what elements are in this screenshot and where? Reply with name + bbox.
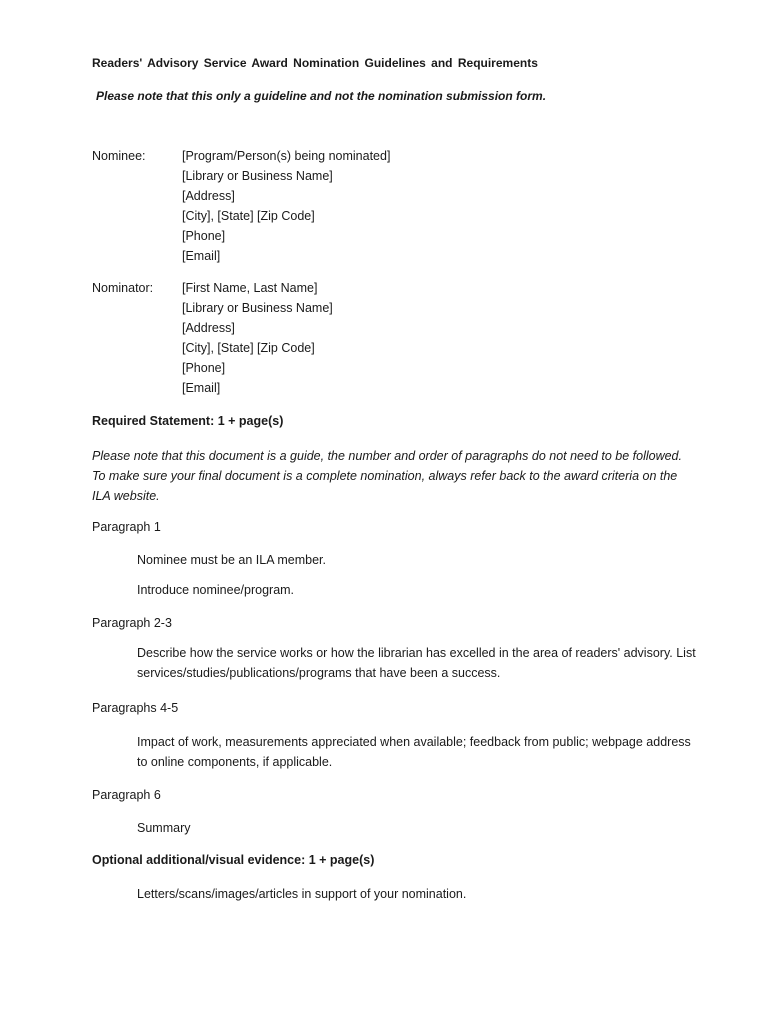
nominator-line: [Email] — [182, 381, 221, 395]
nominee-line: [Address] — [182, 189, 235, 203]
nominee-block — [182, 146, 390, 266]
nominee-line: [Library or Business Name] — [182, 169, 333, 183]
nominator-line: [Library or Business Name] — [182, 301, 333, 315]
nominator-line: [First Name, Last Name] — [182, 281, 318, 295]
paragraph-1-label: Paragraph 1 — [92, 520, 161, 534]
optional-evidence-text: Letters/scans/images/articles in support of your nomination. — [137, 887, 467, 901]
paragraph-2-3-text: Describe how the service works or how the librarian has excelled in the area of readers' advisory. List services/studies/publications/programs that have been a success. — [137, 646, 696, 680]
nominator-line: [Address] — [182, 321, 235, 335]
nominator-label: Nominator: — [92, 281, 154, 295]
nominator-block — [182, 278, 333, 398]
paragraph-1-item: Introduce nominee/program. — [137, 583, 295, 597]
nominee-line: [City], [State] [Zip Code] — [182, 209, 315, 223]
paragraphs-4-5-label: Paragraphs 4-5 — [92, 701, 179, 715]
nominee-line: [Program/Person(s) being nominated] — [182, 149, 391, 163]
paragraph-6-label: Paragraph 6 — [92, 788, 161, 802]
paragraph-1-item: Nominee must be an ILA member. — [137, 553, 326, 567]
paragraph-6-text: Summary — [137, 821, 191, 835]
optional-evidence-heading: Optional additional/visual evidence: 1 + page(s) — [92, 853, 375, 867]
nominee-label: Nominee: — [92, 149, 146, 163]
document-title: Readers' Advisory Service Award Nomination Guidelines and Requirements — [92, 56, 538, 70]
guideline-note: Please note that this only a guideline and not the nomination submission form. — [96, 89, 547, 103]
nominee-line: [Email] — [182, 249, 221, 263]
required-statement-intro: Please note that this document is a guide, the number and order of paragraphs do not need to be followed. To make sure your final document is a complete nomination, always refer back to the award criteria on the ILA website. — [92, 449, 682, 503]
paragraph-2-3-label: Paragraph 2-3 — [92, 616, 172, 630]
required-statement-heading: Required Statement: 1 + page(s) — [92, 414, 284, 428]
nominee-line: [Phone] — [182, 229, 226, 243]
nominator-line: [Phone] — [182, 361, 226, 375]
paragraphs-4-5-text: Impact of work, measurements appreciated when available; feedback from public; webpage address to online components, if applicable. — [137, 735, 691, 769]
nominator-line: [City], [State] [Zip Code] — [182, 341, 315, 355]
